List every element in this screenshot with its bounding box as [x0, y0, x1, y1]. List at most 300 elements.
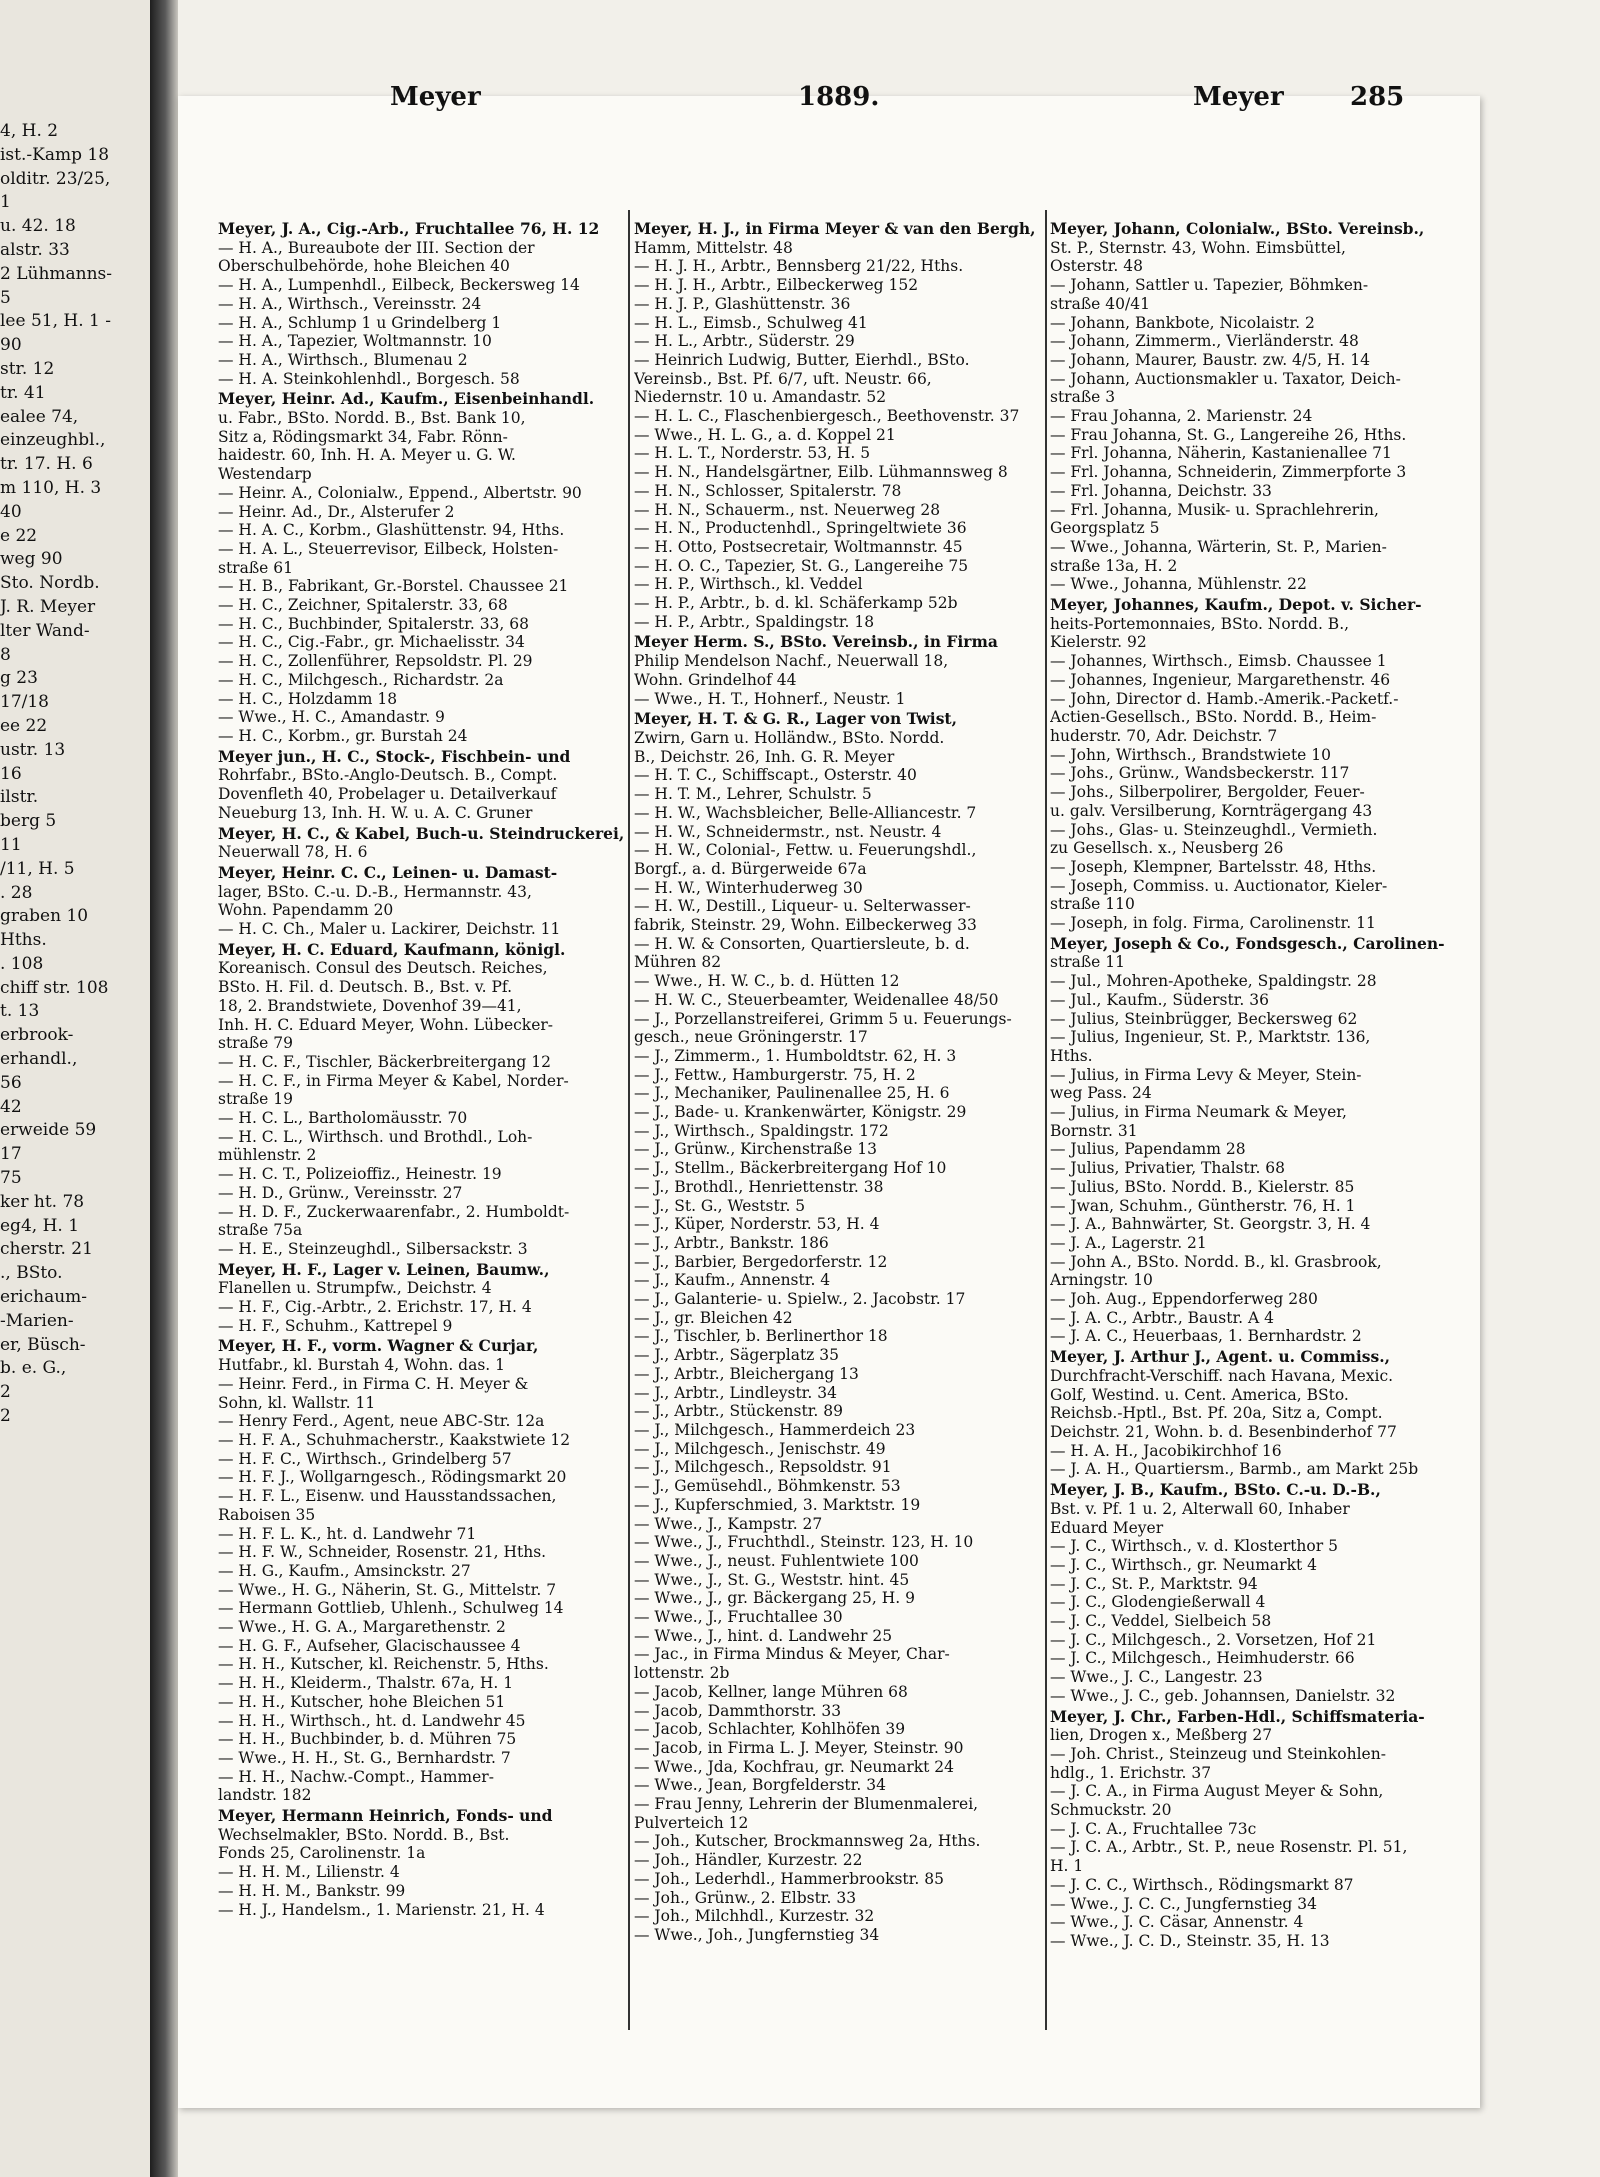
directory-entry-heading: Meyer, J. B., Kaufm., BSto. C.-u. D.-B., [1050, 1481, 1381, 1500]
directory-entry-line: — John, Wirthsch., Brandstwiete 10 [1050, 745, 1332, 764]
directory-entry-heading: Meyer, Johannes, Kaufm., Depot. v. Sicher- [1050, 596, 1422, 615]
previous-page-line: 17/18 [0, 692, 49, 713]
book-binding-shadow [150, 0, 178, 2177]
directory-entry-line: — H. H., Kutscher, hohe Bleichen 51 [218, 1692, 506, 1711]
directory-entry-line: BSto. H. Fil. d. Deutsch. B., Bst. v. Pf. [218, 978, 513, 997]
directory-entry-line: weg Pass. 24 [1050, 1084, 1152, 1103]
directory-entry-line: Bst. v. Pf. 1 u. 2, Alterwall 60, Inhaber [1050, 1499, 1350, 1518]
directory-entry-line: — H. N., Schlosser, Spitalerstr. 78 [634, 481, 902, 500]
directory-entry-line: Koreanisch. Consul des Deutsch. Reiches, [218, 959, 548, 978]
directory-entry-line: Rohrfabr., BSto.-Anglo-Deutsch. B., Compt. [218, 766, 558, 785]
previous-page-line: erhandl., [0, 1049, 78, 1070]
directory-entry-line: — Johs., Glas- u. Steinzeughdl., Vermieth. [1050, 820, 1378, 839]
directory-entry-line: — J., Fettw., Hamburgerstr. 75, H. 2 [634, 1065, 916, 1084]
directory-entry-line: — H. J., Handelsm., 1. Marienstr. 21, H. 4 [218, 1900, 545, 1919]
directory-entry-line: — H. C., Milchgesch., Richardstr. 2a [218, 670, 504, 689]
directory-entry-line: — J. C., Wirthsch., v. d. Klosterthor 5 [1050, 1537, 1338, 1556]
previous-page-line: b. e. G., [0, 1358, 67, 1379]
directory-entry-line: — H. A. C., Korbm., Glashüttenstr. 94, Hths. [218, 521, 565, 540]
directory-entry-line: — J., Küper, Norderstr. 53, H. 4 [634, 1215, 880, 1234]
directory-entry-line: — Frl. Johanna, Deichstr. 33 [1050, 481, 1272, 500]
directory-entry-line: straße 19 [218, 1090, 294, 1109]
directory-entry-heading: Meyer, H. F., Lager v. Leinen, Baumw., [218, 1260, 550, 1279]
directory-entry-heading: Meyer, H. J., in Firma Meyer & van den Bergh, [634, 220, 1036, 238]
directory-entry-line: — J. C. C., Wirthsch., Rödingsmarkt 87 [1050, 1875, 1354, 1894]
directory-entry-line: — H. A. Steinkohlenhdl., Borgesch. 58 [218, 369, 520, 388]
previous-page-line: 2 [0, 1382, 11, 1403]
directory-entry-line: — Jacob, Kellner, lange Mühren 68 [634, 1682, 908, 1701]
directory-entry-line: Sohn, kl. Wallstr. 11 [218, 1393, 376, 1412]
directory-entry-line: — Johann, Bankbote, Nicolaistr. 2 [1050, 313, 1315, 332]
directory-entry-line: — Wwe., J., hint. d. Landwehr 25 [634, 1626, 893, 1645]
directory-entry-line: — H. A., Wirthsch., Blumenau 2 [218, 350, 468, 369]
directory-entry-line: mühlenstr. 2 [218, 1146, 317, 1165]
previous-page-line: tr. 41 [0, 382, 46, 403]
directory-entry-line: straße 13a, H. 2 [1050, 556, 1178, 575]
directory-entry-line: Westendarp [218, 465, 312, 484]
directory-entry-line: Hamm, Mittelstr. 48 [634, 238, 793, 257]
directory-entry-line: Niedernstr. 10 u. Amandastr. 52 [634, 388, 887, 407]
previous-page-line: g 23 [0, 668, 38, 689]
previous-page-line: str. 12 [0, 358, 55, 379]
directory-entry-line: — Wwe., J., gr. Bäckergang 25, H. 9 [634, 1589, 915, 1608]
directory-entry-line: — Heinr. A., Colonialw., Eppend., Albertstr. 90 [218, 483, 582, 502]
directory-entry-line: — H. C., Zollenführer, Repsoldstr. Pl. 29 [218, 652, 533, 671]
previous-page-line: 40 [0, 501, 22, 522]
directory-entry-line: — Wwe., H. G. A., Margarethenstr. 2 [218, 1618, 506, 1637]
directory-entry-line: — H. A., Schlump 1 u Grindelberg 1 [218, 313, 502, 332]
directory-entry-line: — H. F., Cig.-Arbtr., 2. Erichstr. 17, H. 4 [218, 1298, 532, 1317]
previous-page-line: eg4, H. 1 [0, 1215, 80, 1236]
directory-entry-line: Durchfracht-Verschiff. nach Havana, Mexic. [1050, 1366, 1394, 1385]
previous-page-line: 75 [0, 1168, 22, 1189]
directory-entry-line: — Heinr. Ferd., in Firma C. H. Meyer & [218, 1374, 529, 1393]
directory-entry-line: — H. A., Lumpenhdl., Eilbeck, Beckersweg 14 [218, 276, 580, 295]
directory-entry-line: H. 1 [1050, 1857, 1084, 1876]
directory-entry-line: — Heinrich Ludwig, Butter, Eierhdl., BSto. [634, 350, 970, 369]
directory-entry-line: St. P., Sternstr. 43, Wohn. Eimsbüttel, [1050, 238, 1346, 257]
directory-entry-line: — Jwan, Schuhm., Güntherstr. 76, H. 1 [1050, 1196, 1356, 1215]
previous-page-line: weg 90 [0, 549, 63, 570]
previous-page-line: ist.-Kamp 18 [0, 144, 110, 165]
directory-entry-line: — H. L., Eimsb., Schulweg 41 [634, 313, 868, 332]
directory-entry-heading: Meyer, Hermann Heinrich, Fonds- und [218, 1807, 553, 1826]
directory-entry-line: — J. A. C., Heuerbaas, 1. Bernhardstr. 2 [1050, 1327, 1362, 1346]
directory-entry-heading: Meyer, H. T. & G. R., Lager von Twist, [634, 710, 957, 729]
previous-page-line: J. R. Meyer [0, 596, 96, 617]
previous-page-line: er, Büsch- [0, 1334, 86, 1355]
directory-entry-line: — H. H., Kutscher, kl. Reichenstr. 5, Hths. [218, 1655, 549, 1674]
directory-entry-line: — Joh. Aug., Eppendorferweg 280 [1050, 1290, 1318, 1309]
directory-entry-line: — Julius, BSto. Nordd. B., Kielerstr. 85 [1050, 1177, 1355, 1196]
directory-entry-line: — H. F. L., Eisenw. und Hausstandssachen, [218, 1487, 557, 1506]
directory-entry-line: — H. H., Kleiderm., Thalstr. 67a, H. 1 [218, 1674, 514, 1693]
directory-entry-line: — Wwe., J. C., geb. Johannsen, Danielstr. 32 [1050, 1686, 1396, 1705]
previous-page-line: Hths. [0, 930, 47, 951]
directory-entry-line: — H. F. J., Wollgarngesch., Rödingsmarkt 20 [218, 1468, 567, 1487]
directory-entry-line: — J. A. C., Arbtr., Baustr. A 4 [1050, 1308, 1275, 1327]
previous-page-line: ustr. 13 [0, 739, 66, 760]
directory-entry-line: B., Deichstr. 26, Inh. G. R. Meyer [634, 747, 895, 766]
previous-page-line: . 28 [0, 882, 33, 903]
directory-entry-line: — H. P., Wirthsch., kl. Veddel [634, 575, 863, 594]
directory-entry-line: straße 61 [218, 558, 294, 577]
directory-entry-line: — Wwe., H. T., Hohnerf., Neustr. 1 [634, 689, 906, 708]
directory-entry-line: — J., Milchgesch., Hammerdeich 23 [634, 1421, 916, 1439]
directory-entry-line: — Hermann Gottlieb, Uhlenh., Schulweg 14 [218, 1599, 564, 1618]
previous-page-line: 56 [0, 1072, 22, 1093]
previous-page-line: ee 22 [0, 715, 48, 736]
directory-entry-line: Wohn. Papendamm 20 [218, 901, 394, 920]
previous-page-text [0, 120, 148, 1429]
directory-entry-line: — H. J. H., Arbtr., Bennsberg 21/22, Hths. [634, 257, 964, 276]
directory-entry-line: — Frl. Johanna, Schneiderin, Zimmerpforte 3 [1050, 463, 1407, 482]
directory-entry-line: Philip Mendelson Nachf., Neuerwall 18, [634, 652, 949, 671]
directory-entry-line: — Jacob, Dammthorstr. 33 [634, 1701, 842, 1720]
previous-page-line: /11, H. 5 [0, 858, 75, 879]
directory-entry-line: — H. C. L., Bartholomäusstr. 70 [218, 1109, 468, 1128]
directory-entry-line: — Heinr. Ad., Dr., Alsterufer 2 [218, 502, 455, 521]
directory-entry-line: — Julius, Privatier, Thalstr. 68 [1050, 1159, 1286, 1178]
directory-entry-line: — Joseph, in folg. Firma, Carolinenstr. 11 [1050, 914, 1376, 933]
directory-entry-line: — Wwe., J., neust. Fuhlentwiete 100 [634, 1551, 919, 1570]
directory-entry-line: — Jacob, in Firma L. J. Meyer, Steinstr. 90 [634, 1738, 964, 1757]
directory-entry-heading: Meyer, J. Arthur J., Agent. u. Commiss., [1050, 1348, 1391, 1367]
previous-page-line: erbrook- [0, 1025, 74, 1046]
directory-entry-line: — H. C. F., Tischler, Bäckerbreitergang 12 [218, 1052, 551, 1071]
previous-page-line: chiff str. 108 [0, 977, 109, 998]
directory-entry-line: — H. C., Buchbinder, Spitalerstr. 33, 68 [218, 614, 529, 633]
directory-entry-line: — Frau Jenny, Lehrerin der Blumenmalerei, [634, 1795, 979, 1814]
directory-entry-line: — H. Otto, Postsecretair, Woltmannstr. 45 [634, 537, 963, 556]
directory-entry-line: — Wwe., Jean, Borgfelderstr. 34 [634, 1776, 886, 1795]
previous-page-line: 16 [0, 763, 22, 784]
directory-entry-heading: Meyer, H. F., vorm. Wagner & Curjar, [218, 1337, 539, 1356]
directory-entry-line: — H. N., Schauerm., nst. Neuerweg 28 [634, 500, 941, 519]
directory-entry-line: — J., Kupferschmied, 3. Marktstr. 19 [634, 1495, 921, 1514]
previous-page-line: ker ht. 78 [0, 1191, 85, 1212]
directory-entry-line: — Julius, in Firma Neumark & Meyer, [1050, 1103, 1347, 1122]
directory-entry-line: — J., St. G., Weststr. 5 [634, 1196, 806, 1215]
directory-entry-line: — H. O. C., Tapezier, St. G., Langereihe 75 [634, 556, 969, 575]
directory-entry-line: — J., Arbtr., Bleichergang 13 [634, 1364, 859, 1383]
directory-entry-line: Zwirn, Garn u. Holländw., BSto. Nordd. [634, 728, 945, 747]
directory-entry-line: Dovenfleth 40, Probelager u. Detailverkauf [218, 785, 557, 804]
directory-column-3 [1050, 218, 1480, 1951]
directory-entry-line: — H. C., Holzdamm 18 [218, 689, 398, 708]
directory-entry-line: — H. J. H., Arbtr., Eilbeckerweg 152 [634, 276, 919, 295]
directory-entry-line: heits-Portemonnaies, BSto. Nordd. B., [1050, 614, 1350, 633]
directory-entry-line: — H. T. C., Schiffscapt., Osterstr. 40 [634, 766, 917, 785]
directory-entry-line: Pulverteich 12 [634, 1813, 749, 1832]
directory-entry-line: — H. F. A., Schuhmacherstr., Kaakstwiete 12 [218, 1431, 571, 1449]
directory-entry-line: Sitz a, Rödingsmarkt 34, Fabr. Rönn- [218, 427, 508, 446]
directory-entry-line: Actien-Gesellsch., BSto. Nordd. B., Heim- [1050, 708, 1377, 727]
directory-entry-line: — J., Gemüsehdl., Böhmkenstr. 53 [634, 1477, 901, 1496]
directory-entry-line: — H. A. H., Jacobikirchhof 16 [1050, 1441, 1282, 1460]
directory-entry-line: — Jac., in Firma Mindus & Meyer, Char- [634, 1645, 950, 1664]
directory-entry-line: — H. A., Tapezier, Woltmannstr. 10 [218, 332, 492, 351]
directory-entry-line: — J. C. A., Fruchtallee 73c [1050, 1819, 1257, 1838]
directory-entry-line: Schmuckstr. 20 [1050, 1801, 1172, 1820]
directory-entry-line: — Wwe., H. L. G., a. d. Koppel 21 [634, 425, 896, 444]
directory-entry-line: — Jul., Mohren-Apotheke, Spaldingstr. 28 [1050, 972, 1377, 991]
directory-entry-line: — Wwe., J. C., Langestr. 23 [1050, 1668, 1263, 1687]
previous-page-line: alstr. 33 [0, 239, 70, 260]
directory-entry-line: — H. A., Wirthsch., Vereinsstr. 24 [218, 294, 482, 313]
directory-entry-line: — H. W., Wachsbleicher, Belle-Alliancestr. 7 [634, 803, 977, 822]
directory-entry-line: Georgsplatz 5 [1050, 519, 1160, 538]
directory-entry-line: Arningstr. 10 [1050, 1271, 1153, 1290]
directory-entry-line: — J., Bade- u. Krankenwärter, Königstr. 29 [634, 1103, 967, 1122]
directory-entry-line: — H. L. T., Norderstr. 53, H. 5 [634, 444, 871, 463]
directory-entry-line: Reichsb.-Hptl., Bst. Pf. 20a, Sitz a, Compt. [1050, 1404, 1383, 1423]
directory-entry-line: — J., Milchgesch., Repsoldstr. 91 [634, 1458, 892, 1477]
directory-entry-line: — Wwe., J. C. C., Jungfernstieg 34 [1050, 1894, 1317, 1913]
directory-entry-line: straße 75a [218, 1221, 303, 1240]
directory-entry-line: Deichstr. 21, Wohn. b. d. Besenbinderhof 77 [1050, 1423, 1397, 1441]
directory-entry-line: Osterstr. 48 [1050, 257, 1143, 276]
directory-entry-line: — J. C. A., Arbtr., St. P., neue Rosenstr. Pl. 51, [1050, 1838, 1408, 1857]
directory-entry-line: — Frl. Johanna, Musik- u. Sprachlehrerin, [1050, 500, 1379, 519]
previous-page-line: graben 10 [0, 906, 89, 927]
directory-entry-line: — H. W., Winterhuderweg 30 [634, 878, 863, 897]
directory-entry-line: straße 110 [1050, 895, 1135, 914]
previous-page-line: 42 [0, 1096, 22, 1117]
directory-entry-line: — H. L. C., Flaschenbiergesch., Beethovenstr. 37 [634, 407, 1020, 426]
directory-entry-line: — Frl. Johanna, Näherin, Kastanienallee 71 [1050, 444, 1392, 463]
directory-entry-line: — H. D., Grünw., Vereinsstr. 27 [218, 1183, 463, 1202]
directory-entry-line: — Wwe., J., Kampstr. 27 [634, 1514, 823, 1533]
directory-entry-line: — Wwe., J. C. D., Steinstr. 35, H. 13 [1050, 1931, 1330, 1950]
directory-entry-line: lager, BSto. C.-u. D.-B., Hermannstr. 43, [218, 882, 532, 901]
previous-page-line: 2 [0, 1406, 11, 1427]
directory-entry-line: Mühren 82 [634, 953, 722, 972]
directory-entry-line: — J. A., Bahnwärter, St. Georgstr. 3, H. 4 [1050, 1215, 1371, 1234]
directory-entry-line: — Joh. Christ., Steinzeug und Steinkohlen- [1050, 1744, 1386, 1763]
directory-entry-line: — Jul., Kaufm., Süderstr. 36 [1050, 990, 1269, 1009]
directory-entry-line: — H. E., Steinzeughdl., Silbersackstr. 3 [218, 1239, 528, 1258]
directory-entry-line: gesch., neue Gröningerstr. 17 [634, 1028, 868, 1047]
previous-page-line: 11 [0, 834, 22, 855]
directory-entry-line: — H. H. M., Lilienstr. 4 [218, 1863, 400, 1882]
directory-entry-line: — Henry Ferd., Agent, neue ABC-Str. 12a [218, 1412, 545, 1431]
directory-entry-line: — Johannes, Ingenieur, Margarethenstr. 46 [1050, 670, 1391, 689]
directory-entry-line: — H. C. Ch., Maler u. Lackirer, Deichstr. 11 [218, 920, 561, 939]
directory-entry-line: — J., Arbtr., Sägerplatz 35 [634, 1346, 839, 1365]
directory-entry-line: lien, Drogen x., Meßberg 27 [1050, 1726, 1273, 1745]
previous-page-line: m 110, H. 3 [0, 477, 102, 498]
directory-entry-heading: Meyer, J. A., Cig.-Arb., Fruchtallee 76, H. 12 [218, 220, 600, 238]
directory-entry-line: — H. F. L. K., ht. d. Landwehr 71 [218, 1524, 477, 1543]
directory-entry-line: — H. W., Schneidermstr., nst. Neustr. 4 [634, 822, 942, 841]
directory-entry-line: — Johs., Silberpolirer, Bergolder, Feuer- [1050, 783, 1365, 802]
directory-entry-line: — H. F., Schuhm., Kattrepel 9 [218, 1316, 453, 1335]
directory-entry-line: — Julius, in Firma Levy & Meyer, Stein- [1050, 1065, 1362, 1084]
directory-entry-line: huderstr. 70, Adr. Deichstr. 7 [1050, 726, 1278, 745]
directory-entry-line: — H. P., Arbtr., b. d. kl. Schäferkamp 52b [634, 594, 958, 613]
directory-entry-line: — H. W., Destill., Liqueur- u. Selterwasser- [634, 897, 971, 916]
directory-entry-line: — H. C. F., in Firma Meyer & Kabel, Norder- [218, 1071, 569, 1090]
previous-page-line: erweide 59 [0, 1120, 97, 1141]
directory-entry-line: — H. G. F., Aufseher, Glacischaussee 4 [218, 1636, 521, 1655]
directory-entry-line: hdlg., 1. Erichstr. 37 [1050, 1763, 1212, 1782]
directory-entry-line: — H. C., Korbm., gr. Burstah 24 [218, 726, 468, 745]
directory-entry-line: haidestr. 60, Inh. H. A. Meyer u. G. W. [218, 446, 516, 465]
directory-entry-line: Borgf., a. d. Bürgerweide 67a [634, 859, 867, 878]
directory-entry-line: — J., Mechaniker, Paulinenallee 25, H. 6 [634, 1084, 950, 1103]
directory-entry-line: — Wwe., J. C. Cäsar, Annenstr. 4 [1050, 1913, 1304, 1932]
previous-page-line: u. 42. 18 [0, 216, 76, 237]
directory-entry-line: — Wwe., H. G., Näherin, St. G., Mittelstr. 7 [218, 1580, 557, 1599]
directory-entry-line: — Joh., Milchhdl., Kurzestr. 32 [634, 1907, 875, 1926]
directory-entry-line: — J. A. H., Quartiersm., Barmb., am Markt 25b [1050, 1460, 1419, 1479]
directory-entry-line: — J. C., Milchgesch., 2. Vorsetzen, Hof 21 [1050, 1630, 1377, 1649]
directory-entry-line: — Johann, Maurer, Baustr. zw. 4/5, H. 14 [1050, 350, 1370, 369]
directory-entry-line: — J. C., Milchgesch., Heimhuderstr. 66 [1050, 1649, 1355, 1668]
previous-page-line: berg 5 [0, 811, 57, 832]
directory-entry-line: — Julius, Steinbrügger, Beckersweg 62 [1050, 1009, 1358, 1028]
running-head-year: 1889. [798, 82, 880, 112]
directory-entry-line: — Wwe., H. H., St. G., Bernhardstr. 7 [218, 1748, 511, 1767]
directory-column-2 [634, 218, 1064, 1945]
directory-entry-line: — H. G., Kaufm., Amsinckstr. 27 [218, 1561, 471, 1580]
previous-page-line: . 108 [0, 953, 44, 974]
directory-entry-line: Vereinsb., Bst. Pf. 6/7, uft. Neustr. 66, [634, 369, 932, 388]
directory-entry-line: Oberschulbehörde, hohe Bleichen 40 [218, 257, 510, 276]
directory-entry-line: — J., Galanterie- u. Spielw., 2. Jacobstr. 17 [634, 1290, 966, 1309]
directory-entry-line: — H. W., Colonial-, Fettw. u. Feuerungshdl., [634, 841, 977, 860]
directory-entry-line: straße 11 [1050, 953, 1126, 972]
previous-page-line: olditr. 23/25, [0, 168, 111, 189]
directory-entry-line: Eduard Meyer [1050, 1518, 1164, 1537]
previous-page-line: 90 [0, 335, 22, 356]
previous-page-line: ilstr. [0, 787, 39, 808]
directory-entry-line: — Wwe., H. W. C., b. d. Hütten 12 [634, 972, 900, 991]
directory-entry-heading: Meyer, H. C., & Kabel, Buch-u. Steindruckerei, [218, 824, 625, 843]
directory-entry-line: — J., Arbtr., Stückenstr. 89 [634, 1402, 843, 1421]
directory-entry-line: — Joh., Grünw., 2. Elbstr. 33 [634, 1888, 857, 1907]
previous-page-line: 5 [0, 287, 11, 308]
directory-entry-line: — H. F. W., Schneider, Rosenstr. 21, Hths. [218, 1543, 547, 1562]
directory-entry-line: Neuerwall 78, H. 6 [218, 843, 368, 862]
directory-entry-line: — Frau Johanna, 2. Marienstr. 24 [1050, 407, 1313, 426]
directory-entry-line: — Wwe., J., St. G., Weststr. hint. 45 [634, 1570, 910, 1589]
directory-entry-line: — Wwe., J., Fruchtallee 30 [634, 1608, 843, 1627]
directory-entry-line: — Wwe., Johanna, Mühlenstr. 22 [1050, 575, 1307, 594]
directory-entry-line: — H. P., Arbtr., Spaldingstr. 18 [634, 612, 875, 631]
directory-entry-line: — H. D. F., Zuckerwaarenfabr., 2. Humboldt- [218, 1202, 570, 1221]
directory-entry-line: — H. N., Handelsgärtner, Eilb. Lühmannsweg 8 [634, 463, 1008, 482]
previous-page-line: 17 [0, 1144, 22, 1165]
directory-entry-line: — J., Stellm., Bäckerbreitergang Hof 10 [634, 1159, 947, 1178]
directory-entry-line: — Frau Johanna, St. G., Langereihe 26, Hths. [1050, 425, 1407, 444]
directory-entry-line: — Wwe., J., Fruchthdl., Steinstr. 123, H. 10 [634, 1533, 974, 1552]
directory-entry-line: — Jacob, Schlachter, Kohlhöfen 39 [634, 1720, 906, 1739]
page-header [170, 82, 1470, 122]
directory-entry-line: — H. J. P., Glashüttenstr. 36 [634, 294, 851, 313]
directory-entry-line: Kielerstr. 92 [1050, 633, 1147, 652]
directory-entry-line: — H. W. C., Steuerbeamter, Weidenallee 48/50 [634, 990, 999, 1009]
directory-entry-line: — H. C., Zeichner, Spitalerstr. 33, 68 [218, 596, 508, 615]
directory-entry-line: — J., Zimmerm., 1. Humboldtstr. 62, H. 3 [634, 1046, 957, 1065]
directory-entry-line: — H. H., Nachw.-Compt., Hammer- [218, 1767, 494, 1786]
directory-entry-line: Bornstr. 31 [1050, 1121, 1138, 1140]
directory-entry-line: — John, Director d. Hamb.-Amerik.-Packetf.- [1050, 689, 1399, 708]
directory-entry-heading: Meyer, Heinr. Ad., Kaufm., Eisenbeinhandl. [218, 390, 595, 409]
directory-entry-line: — J. C., St. P., Marktstr. 94 [1050, 1574, 1258, 1593]
directory-entry-line: — Wwe., Joh., Jungfernstieg 34 [634, 1925, 880, 1944]
directory-entry-heading: Meyer, Joseph & Co., Fondsgesch., Carolinen- [1050, 934, 1445, 953]
directory-entry-line: — J., Grünw., Kirchenstraße 13 [634, 1140, 877, 1159]
directory-entry-line: — H. C. L., Wirthsch. und Brothdl., Loh- [218, 1127, 533, 1146]
previous-page-line: t. 13 [0, 1001, 40, 1022]
previous-page-line: lee 51, H. 1 - [0, 311, 111, 332]
directory-entry-line: — Joh., Kutscher, Brockmannsweg 2a, Hths. [634, 1832, 981, 1851]
previous-page-line: einzeughbl., [0, 430, 106, 451]
previous-page-line: -Marien- [0, 1310, 74, 1331]
directory-entry-line: — H. F. C., Wirthsch., Grindelberg 57 [218, 1449, 512, 1468]
page-number: 285 [1350, 82, 1405, 112]
directory-entry-line: — J., Wirthsch., Spaldingstr. 172 [634, 1121, 889, 1140]
directory-entry-line: Wechselmakler, BSto. Nordd. B., Bst. [218, 1825, 510, 1844]
directory-entry-line: — J., gr. Bleichen 42 [634, 1308, 793, 1327]
directory-entry-line: zu Gesellsch. x., Neusberg 26 [1050, 839, 1284, 858]
directory-entry-line: — Joseph, Commiss. u. Auctionator, Kieler- [1050, 876, 1388, 895]
directory-entry-line: — Johann, Sattler u. Tapezier, Böhmken- [1050, 276, 1369, 295]
running-head-right: Meyer [1193, 82, 1284, 112]
directory-entry-line: — J. A., Lagerstr. 21 [1050, 1233, 1207, 1252]
directory-entry-line: fabrik, Steinstr. 29, Wohn. Eilbeckerweg 33 [634, 916, 977, 935]
directory-entry-line: — H. N., Productenhdl., Springeltwiete 36 [634, 519, 967, 538]
previous-page-line: lter Wand- [0, 620, 90, 641]
directory-entry-heading: Meyer Herm. S., BSto. Vereinsb., in Firma [634, 633, 998, 652]
directory-entry-heading: Meyer jun., H. C., Stock-, Fischbein- und [218, 747, 571, 766]
directory-entry-heading: Meyer, Heinr. C. C., Leinen- u. Damast- [218, 863, 558, 882]
directory-entry-line: — Joh., Händler, Kurzestr. 22 [634, 1851, 863, 1870]
directory-entry-line: — J. C., Veddel, Sielbeich 58 [1050, 1612, 1272, 1631]
directory-entry-line: — J., Barbier, Bergedorferstr. 12 [634, 1252, 888, 1271]
directory-entry-line: — J., Brothdl., Henriettenstr. 38 [634, 1177, 884, 1196]
directory-entry-line: Wohn. Grindelhof 44 [634, 670, 797, 689]
directory-entry-line: landstr. 182 [218, 1786, 312, 1805]
previous-page-fragment [0, 0, 150, 2177]
directory-entry-line: Hths. [1050, 1046, 1093, 1065]
directory-entry-line: — Wwe., H. C., Amandastr. 9 [218, 708, 445, 727]
directory-entry-line: — Joh., Lederhdl., Hammerbrookstr. 85 [634, 1869, 944, 1888]
directory-entry-line: Hutfabr., kl. Burstah 4, Wohn. das. 1 [218, 1356, 506, 1375]
directory-entry-line: — H. A. L., Steuerrevisor, Eilbeck, Holsten- [218, 539, 559, 558]
directory-entry-line: — J., Milchgesch., Jenischstr. 49 [634, 1439, 886, 1458]
previous-page-line: 1 [0, 192, 11, 213]
directory-entry-line: — Johann, Auctionsmakler u. Taxator, Deich- [1050, 369, 1401, 388]
directory-entry-line: Flanellen u. Strumpfw., Deichstr. 4 [218, 1279, 492, 1298]
directory-entry-line: — H. B., Fabrikant, Gr.-Borstel. Chaussee 21 [218, 577, 569, 596]
directory-entry-line: — H. A., Bureaubote der III. Section der [218, 238, 535, 257]
directory-entry-line: Golf, Westind. u. Cent. America, BSto. [1050, 1385, 1349, 1404]
directory-entry-line: Inh. H. C. Eduard Meyer, Wohn. Lübecker- [218, 1015, 554, 1034]
directory-entry-line: straße 79 [218, 1034, 294, 1053]
directory-entry-line: Fonds 25, Carolinenstr. 1a [218, 1844, 426, 1863]
directory-entry-line: — Joseph, Klempner, Bartelsstr. 48, Hths. [1050, 857, 1377, 876]
previous-page-line: tr. 17. H. 6 [0, 454, 93, 475]
directory-entry-line: — Johannes, Wirthsch., Eimsb. Chaussee 1 [1050, 652, 1387, 671]
directory-entry-line: straße 3 [1050, 388, 1116, 407]
directory-entry-line: u. Fabr., BSto. Nordd. B., Bst. Bank 10, [218, 409, 526, 428]
directory-entry-line: — J. C., Wirthsch., gr. Neumarkt 4 [1050, 1555, 1317, 1574]
directory-entry-line: — H. C. T., Polizeioffiz., Heinestr. 19 [218, 1165, 502, 1184]
directory-entry-line: 18, 2. Brandstwiete, Dovenhof 39—41, [218, 996, 522, 1015]
